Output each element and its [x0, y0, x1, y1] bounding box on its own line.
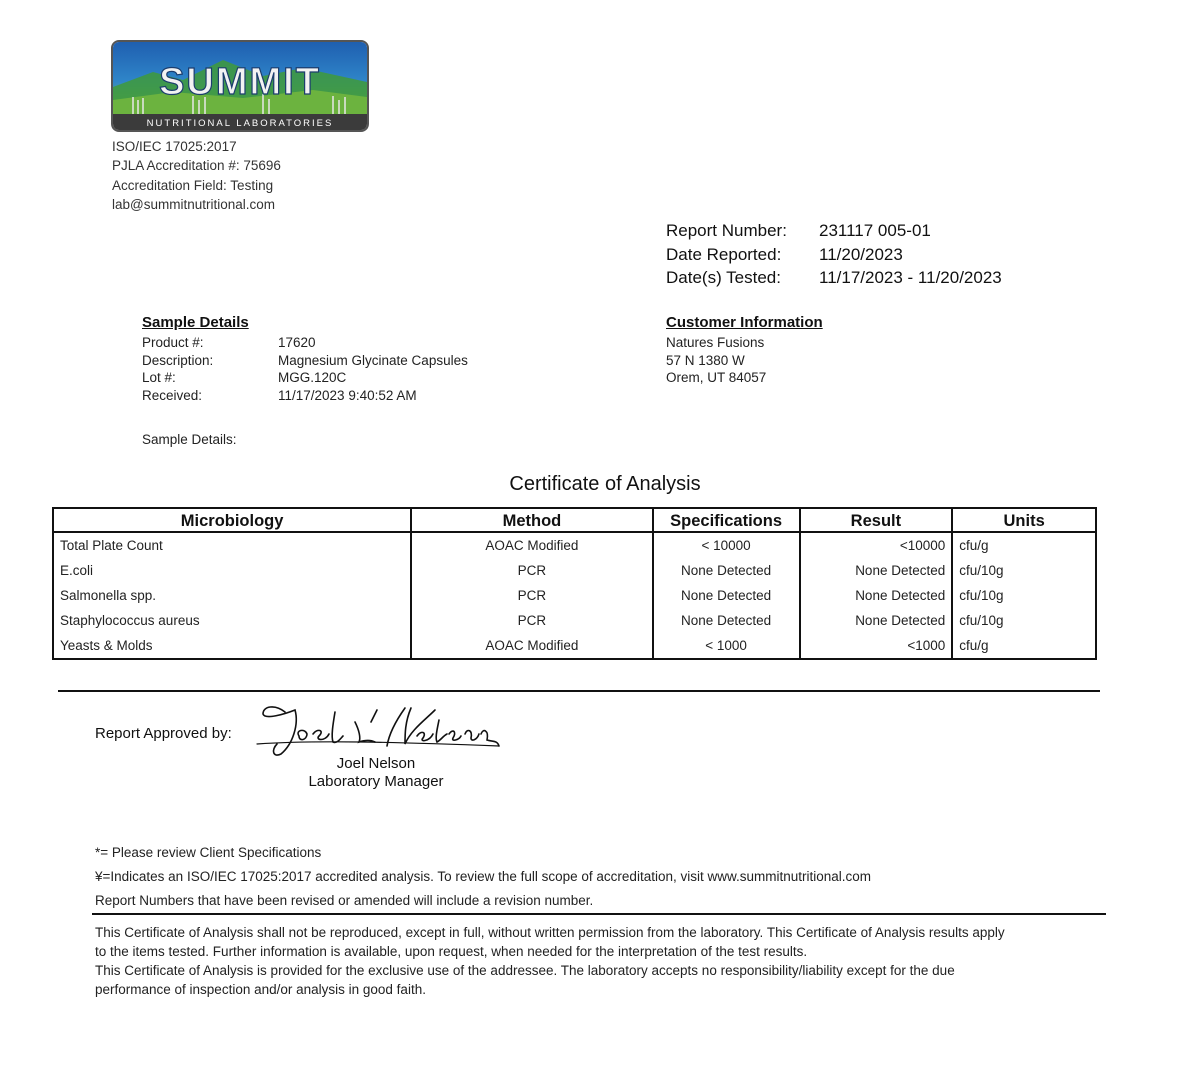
field-value: MGG.120C — [278, 370, 347, 386]
divider — [58, 690, 1100, 692]
field-value: Magnesium Glycinate Capsules — [278, 352, 468, 368]
approved-by-label: Report Approved by: — [95, 725, 232, 742]
disclaimer-line: This Certificate of Analysis is provided for the exclusive use of the addressee. The laboratory accepts no responsibility/liability except for the due — [95, 963, 955, 978]
test-result: None Detected — [800, 558, 953, 583]
sample-field-row — [142, 369, 468, 387]
certificate-title: Certificate of Analysis — [509, 473, 701, 495]
sample-field-row — [142, 352, 468, 370]
column-header: Specifications — [653, 508, 800, 532]
iso-standard: ISO/IEC 17025:2017 — [112, 139, 237, 154]
date-reported-label: Date Reported: — [666, 244, 782, 264]
pjla-accreditation: PJLA Accreditation #: 75696 — [112, 158, 281, 174]
approver-title: Laboratory Manager — [308, 773, 444, 790]
customer-line: Natures Fusions — [666, 335, 765, 350]
report-meta — [666, 219, 1002, 290]
sample-field-row — [142, 387, 468, 405]
accreditation-field: Accreditation Field: Testing — [112, 177, 274, 193]
test-method: AOAC Modified — [411, 532, 652, 558]
sample-field-row — [142, 334, 468, 352]
test-name: Staphylococcus aureus — [53, 608, 411, 633]
logo-subtitle: NUTRITIONAL LABORATORIES — [146, 118, 334, 129]
field-value: 17620 — [278, 335, 316, 350]
sample-details-label: Sample Details: — [142, 432, 237, 447]
test-result: <1000 — [800, 633, 953, 659]
approver-name: Joel Nelson — [336, 755, 416, 772]
report-number: 231117 005-01 — [819, 221, 931, 240]
test-method: PCR — [411, 583, 652, 608]
test-specification: None Detected — [653, 608, 800, 633]
test-name: Yeasts & Molds — [53, 633, 411, 659]
test-result: <10000 — [800, 532, 953, 558]
divider — [92, 913, 1106, 915]
table-row — [53, 633, 1096, 659]
test-units: cfu/g — [952, 532, 1096, 558]
lab-email: lab@summitnutritional.com — [112, 197, 276, 213]
disclaimer-line: to the items tested. Further information is available, upon request, when needed for the interpretation of the test results. — [95, 944, 808, 959]
logo-name: SUMMIT — [159, 61, 321, 103]
date-tested: 11/17/2023 - 11/20/2023 — [819, 268, 1002, 287]
field-label: Product #: — [142, 335, 204, 350]
test-name: Salmonella spp. — [53, 583, 411, 608]
field-label: Lot #: — [142, 370, 176, 386]
notes — [95, 841, 871, 913]
sample-details — [142, 314, 468, 404]
test-name: E.coli — [53, 558, 411, 583]
field-value: 11/17/2023 9:40:52 AM — [278, 387, 417, 403]
disclaimer-line: This Certificate of Analysis shall not be reproduced, except in full, without written permission from the laboratory. This Certificate of Analysis results apply — [95, 925, 1005, 940]
test-specification: None Detected — [653, 583, 800, 608]
test-name: Total Plate Count — [53, 532, 411, 558]
date-tested-label: Date(s) Tested: — [666, 268, 781, 287]
test-units: cfu/10g — [952, 558, 1096, 583]
note-line: ¥=Indicates an ISO/IEC 17025:2017 accredited analysis. To review the full scope of accreditation, visit www.summitnutritional.com — [95, 869, 872, 884]
signature-text: Joel L Nelson — [255, 700, 262, 701]
note-line: Report Numbers that have been revised or amended will include a revision number. — [95, 893, 594, 908]
column-header: Units — [952, 508, 1096, 532]
test-units: cfu/10g — [952, 608, 1096, 633]
test-specification: None Detected — [653, 558, 800, 583]
test-result: None Detected — [800, 583, 953, 608]
test-specification: < 10000 — [653, 532, 800, 558]
test-units: cfu/10g — [952, 583, 1096, 608]
results-table — [52, 507, 1097, 660]
date-reported: 11/20/2023 — [819, 244, 903, 264]
summit-logo — [111, 40, 369, 132]
report-number-label: Report Number: — [666, 221, 787, 240]
test-result: None Detected — [800, 608, 953, 633]
table-row — [53, 608, 1096, 633]
disclaimer — [95, 923, 1095, 999]
approver — [300, 755, 452, 791]
customer-info-title: Customer Information — [666, 314, 823, 331]
disclaimer-line: performance of inspection and/or analysis in good faith. — [95, 982, 426, 997]
test-units: cfu/g — [952, 633, 1096, 659]
test-method: AOAC Modified — [411, 633, 652, 659]
sample-details-title: Sample Details — [142, 314, 249, 331]
test-method: PCR — [411, 608, 652, 633]
customer-info — [666, 314, 823, 387]
field-label: Received: — [142, 387, 203, 403]
test-specification: < 1000 — [653, 633, 800, 659]
lab-info — [112, 137, 281, 215]
field-label: Description: — [142, 352, 214, 368]
table-row — [53, 583, 1096, 608]
table-header-row — [53, 508, 1096, 532]
signature-image — [255, 700, 505, 760]
table-row — [53, 558, 1096, 583]
column-header: Method — [411, 508, 652, 532]
test-method: PCR — [411, 558, 652, 583]
note-line: *= Please review Client Specifications — [95, 845, 322, 860]
column-header: Microbiology — [53, 508, 411, 532]
table-row — [53, 532, 1096, 558]
customer-line: Orem, UT 84057 — [666, 370, 767, 386]
customer-line: 57 N 1380 W — [666, 352, 745, 368]
column-header: Result — [800, 508, 953, 532]
sample-fields — [142, 334, 468, 404]
